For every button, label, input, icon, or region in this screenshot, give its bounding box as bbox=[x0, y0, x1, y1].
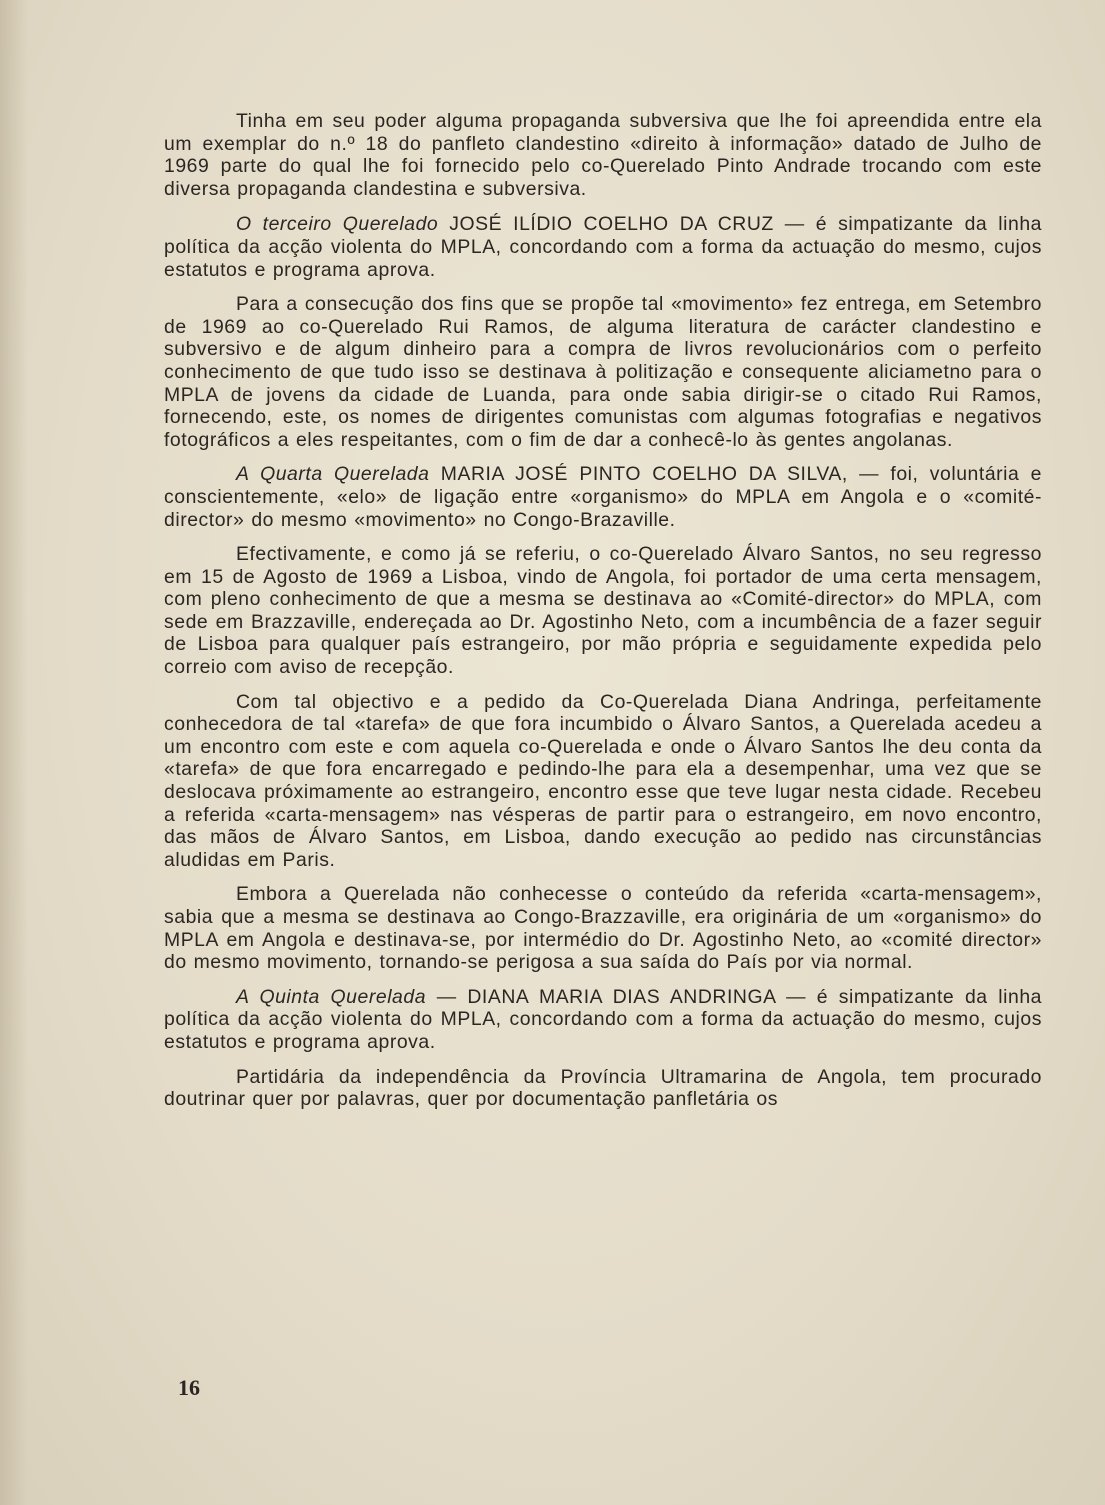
paragraph-2-lead: O terceiro Querelado bbox=[236, 213, 439, 236]
page-edge-shadow bbox=[0, 0, 28, 1505]
body-text bbox=[164, 110, 1042, 1123]
paragraph-1: Tinha em seu poder alguma propaganda subversiva que lhe foi apreendida entre ela um exemplar do n.º 18 do panfleto clandestino «direito à informação» datado de Julho de 1969 parte do qual lhe foi fornecido pelo co-Querelado Pinto Andrade trocando com este diversa propaganda clandestina e subversiva. bbox=[164, 110, 1042, 200]
paragraph-4 bbox=[164, 463, 1042, 531]
page-number: 16 bbox=[178, 1375, 200, 1400]
paragraph-2-text: JOSÉ ILÍDIO COELHO DA CRUZ — é simpatizante da linha política da acção violenta do MPLA, concordando com a forma da actuação do mesmo, cujos estatutos e programa aprova. bbox=[164, 213, 1042, 281]
paragraph-6: Com tal objectivo e a pedido da Co-Querelada Diana Andringa, perfeitamente conhecedora de tal «tarefa» de que fora incumbido o Álvaro Santos, a Querelada acedeu a um encontro com este e com aquela co-Querelada e onde o Álvaro Santos lhe deu conta da «tarefa» de que fora encarregado e pedindo-lhe para ela a desempenhar, uma vez que se deslocava próximamente ao estrangeiro, encontro esse que teve lugar nesta cidade. Recebeu a referida «carta-mensagem» nas vésperas de partir para o estrangeiro, em novo encontro, das mãos de Álvaro Santos, em Lisboa, dando execução ao pedido nas circunstâncias aludidas em Paris. bbox=[164, 690, 1042, 871]
paragraph-7: Embora a Querelada não conhecesse o conteúdo da referida «carta-mensagem», sabia que a mesma se destinava ao Congo-Brazzaville, era originária de um «organismo» do MPLA em Angola e destinava-se, por intermédio do Dr. Agostinho Neto, ao «comité director» do mesmo movimento, tornando-se perigosa a sua saída do País por via normal. bbox=[164, 883, 1042, 974]
paragraph-8-lead: A Quinta Querelada bbox=[236, 985, 427, 1008]
paragraph-4-text: MARIA JOSÉ PINTO COELHO DA SILVA, — foi, voluntária e conscientemente, «elo» de ligação entre «organismo» do MPLA em Angola e o «comité-director» do mesmo «movimento» no Congo-Brazaville. bbox=[164, 463, 1042, 531]
paragraph-2 bbox=[164, 213, 1042, 281]
paragraph-9: Partidária da independência da Província Ultramarina de Angola, tem procurado doutrinar quer por palavras, quer por documentação panfletária os bbox=[164, 1065, 1042, 1111]
paragraph-3: Para a consecução dos fins que se propõe tal «movimento» fez entrega, em Setembro de 1969 ao co-Querelado Rui Ramos, de alguma literatura de carácter clandestino e subversivo e de algum dinheiro para a compra de livros revolucionários com o perfeito conhecimento de que tudo isso se destinava à politização e consequente aliciametno para o MPLA de jovens da cidade de Luanda, para onde sabia dirigir-se o citado Rui Ramos, fornecendo, este, os nomes de dirigentes comunistas com algumas fotografias e negativos fotográficos a eles respeitantes, com o fim de dar a conhecê-lo às gentes angolanas. bbox=[164, 293, 1042, 451]
paragraph-8 bbox=[164, 986, 1042, 1054]
paragraph-5: Efectivamente, e como já se referiu, o co-Querelado Álvaro Santos, no seu regresso em 15 de Agosto de 1969 a Lisboa, vindo de Angola, foi portador de uma certa mensagem, com pleno conhecimento de que a mesma se destinava ao «Comité-director» do MPLA, com sede em Brazzaville, endereçada ao Dr. Agostinho Neto, com a incumbência de a fazer seguir de Lisboa para qualquer país estrangeiro, por mão própria e seguidamente expedida pelo correio com aviso de recepção. bbox=[164, 543, 1042, 679]
paragraph-8-text: — DIANA MARIA DIAS ANDRINGA — é simpatizante da linha política da acção violenta do MPLA, concordando com a forma da actuação do mesmo, cujos estatutos e programa aprova. bbox=[164, 985, 1043, 1053]
paragraph-4-lead: A Quarta Querelada bbox=[236, 463, 430, 486]
